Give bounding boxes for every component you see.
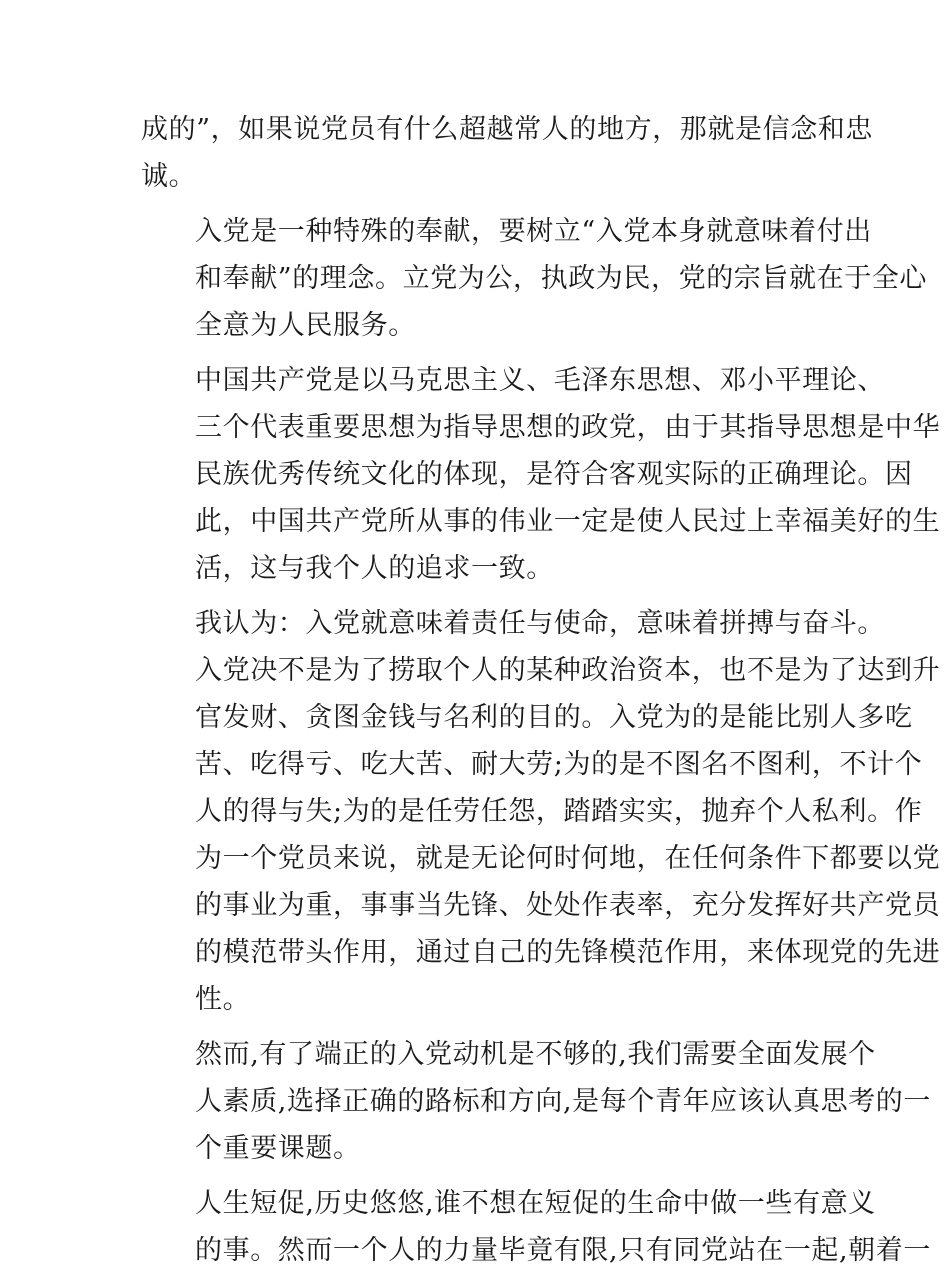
text-line: 的模范带头作用，通过自己的先锋模范作用，来体现党的先进 [195,937,941,968]
text-line: 此，中国共产党所从事的伟业一定是使人民过上幸福美好的生 [195,506,941,537]
paragraph [141,208,928,349]
text-line: 中国共产党是以马克思主义、毛泽东思想、邓小平理论、 [195,365,885,396]
text-line: 人的得与失;为的是任劳任怨，踏踏实实，抛弃个人私利。作 [195,796,923,827]
text-line: 人素质,选择正确的路标和方向,是每个青年应该认真思考的一 [195,1086,931,1117]
text-line: 人生短促,历史悠悠,谁不想在短促的生命中做一些有意义 [195,1188,876,1219]
text-line: 活，这与我个人的追求一致。 [195,553,554,584]
paragraph [141,1031,931,1172]
text-line: 性。 [195,984,251,1015]
paragraph [141,1180,931,1274]
text-line: 我认为：入党就意味着责任与使命，意味着拼搏与奋斗。 [195,608,885,639]
text-line: 和奉献”的理念。立党为公，执政为民，党的宗旨就在于全心 [195,263,928,294]
paragraph [141,357,941,592]
text-line: 然而,有了端正的入党动机是不够的,我们需要全面发展个 [195,1039,876,1070]
text-line: 入党是一种特殊的奉献，要树立“入党本身就意味着付出 [195,216,872,247]
text-line: 成的”，如果说党员有什么超越常人的地方，那就是信念和忠 [141,114,874,145]
text-line: 官发财、贪图金钱与名利的目的。入党为的是能比别人多吃 [195,702,913,733]
text-line: 民族优秀传统文化的体现，是符合客观实际的正确理论。因 [195,459,913,490]
text-line: 三个代表重要思想为指导思想的政党，由于其指导思想是中华 [195,412,941,443]
text-line: 诚。 [141,161,197,192]
text-line: 苦、吃得亏、吃大苦、耐大劳;为的是不图名不图利，不计个 [195,749,923,780]
paragraph [141,600,941,1023]
text-line: 入党决不是为了捞取个人的某种政治资本，也不是为了达到升 [195,655,941,686]
text-line: 的事业为重，事事当先锋、处处作表率，充分发挥好共产党员 [195,890,941,921]
text-line: 个重要课题。 [195,1133,361,1164]
document-body [141,106,941,1282]
text-line: 全意为人民服务。 [195,310,416,341]
paragraph [141,106,874,200]
text-line: 为一个党员来说，就是无论何时何地，在任何条件下都要以党 [195,843,941,874]
text-line: 的事。然而一个人的力量毕竟有限,只有同党站在一起,朝着一 [195,1235,931,1266]
